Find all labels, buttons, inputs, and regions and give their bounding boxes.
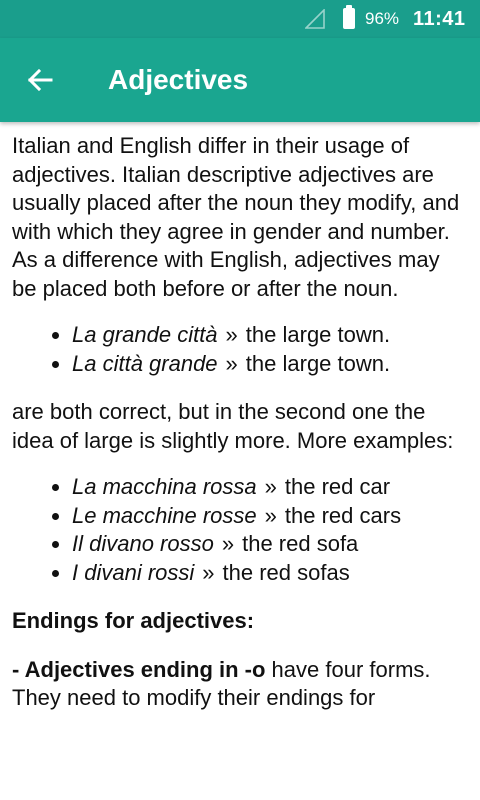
- separator: »: [225, 350, 238, 376]
- english-translation: the large town.: [245, 322, 391, 347]
- signal-icon: [305, 9, 325, 29]
- intro-paragraph: Italian and English differ in their usage of adjectives. Italian descriptive adjectives are usually placed after the noun they modify, and with which they agree in gender and number. As a difference with English, adjectives may be placed both before or after the noun.: [12, 133, 460, 301]
- italian-phrase: Le macchine rosse: [72, 502, 257, 528]
- battery-percentage: 96%: [365, 9, 400, 28]
- list-item: [72, 321, 468, 350]
- separator: »: [264, 502, 277, 528]
- clock: 11:41: [413, 8, 466, 30]
- italian-phrase: La grande città: [72, 322, 218, 347]
- article-content: [12, 132, 468, 731]
- battery-icon: [343, 8, 355, 29]
- endings-text: have four forms. They need to modify their endings for: [12, 656, 431, 710]
- italian-phrase: La macchina rossa: [72, 474, 257, 499]
- list-item: [72, 530, 468, 559]
- separator: »: [202, 559, 215, 585]
- english-translation: the large town.: [245, 350, 391, 376]
- english-translation: the red car: [284, 474, 391, 499]
- arrow-left-icon[interactable]: [20, 60, 60, 100]
- english-translation: the red sofas: [222, 559, 350, 585]
- separator: »: [264, 474, 277, 499]
- page-title: Adjectives: [108, 64, 249, 95]
- example-list-1: [12, 321, 468, 378]
- example-list-2: [12, 473, 468, 587]
- italian-phrase: La città grande: [72, 350, 218, 376]
- list-item: [72, 473, 468, 502]
- list-item: [72, 502, 468, 531]
- english-translation: the red cars: [284, 502, 402, 528]
- separator: »: [225, 322, 238, 347]
- endings-paragraph: [12, 656, 468, 713]
- endings-lead: - Adjectives ending in -o: [12, 656, 266, 682]
- app-bar: [0, 38, 480, 122]
- section-heading: Endings for adjectives:: [12, 608, 255, 633]
- status-bar: [0, 0, 480, 38]
- list-item: [72, 559, 468, 588]
- italian-phrase: I divani rossi: [72, 559, 195, 585]
- middle-paragraph: are both correct, but in the second one the idea of large is slightly more. More examples:: [12, 399, 454, 453]
- italian-phrase: Il divano rosso: [72, 531, 214, 556]
- separator: »: [221, 531, 235, 556]
- list-item: [72, 350, 468, 379]
- english-translation: the red sofa: [242, 531, 359, 556]
